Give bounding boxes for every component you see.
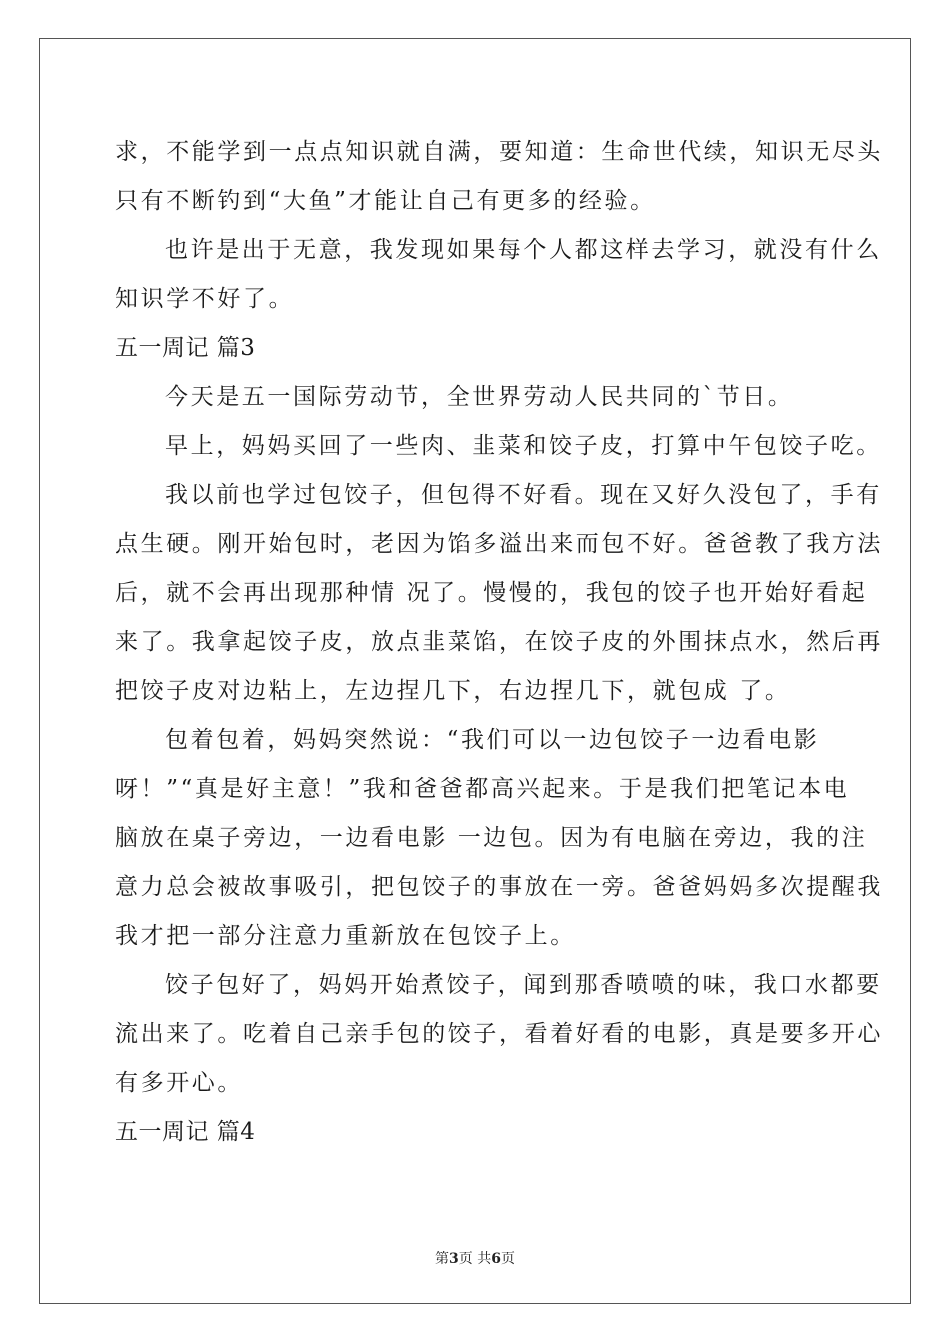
footer-prefix: 第	[435, 1251, 450, 1267]
section-heading: 五一周记 篇4	[115, 1119, 256, 1145]
body-line: 呀！”“真是好主意！”我和爸爸都高兴起来。于是我们把笔记本电	[115, 776, 850, 802]
paragraph-start: 饺子包好了，妈妈开始煮饺子，闻到那香喷喷的味，我口水都要	[165, 972, 882, 998]
body-line: 脑放在桌子旁边，一边看电影 一边包。因为有电脑在旁边，我的注	[115, 825, 868, 851]
current-page-number: 3	[449, 1251, 459, 1267]
section-heading: 五一周记 篇3	[115, 335, 256, 361]
paragraph-start: 也许是出于无意，我发现如果每个人都这样去学习，就没有什么	[165, 237, 882, 263]
total-pages-number: 6	[491, 1251, 501, 1267]
body-line: 把饺子皮对边粘上，左边捏几下，右边捏几下，就包成 了。	[115, 678, 791, 704]
body-line: 有多开心。	[115, 1070, 243, 1096]
body-line: 只有不断钓到“大鱼”才能让自己有更多的经验。	[115, 188, 656, 214]
footer-suffix: 页	[500, 1251, 515, 1267]
paragraph-start: 包着包着，妈妈突然说：“我们可以一边包饺子一边看电影	[165, 727, 820, 753]
footer-mid: 页 共	[458, 1251, 492, 1267]
body-line: 点生硬。刚开始包时，老因为馅多溢出来而包不好。爸爸教了我方法	[115, 531, 883, 557]
body-line: 求，不能学到一点点知识就自满，要知道：生命世代续，知识无尽头	[115, 139, 883, 165]
body-line: 来了。我拿起饺子皮，放点韭菜馅，在饺子皮的外围抹点水，然后再	[115, 629, 883, 655]
body-line: 知识学不好了。	[115, 286, 295, 312]
paragraph-start: 我以前也学过包饺子，但包得不好看。现在又好久没包了，手有	[165, 482, 882, 508]
document-body	[115, 128, 883, 1157]
body-line: 后，就不会再出现那种情 况了。慢慢的，我包的饺子也开始好看起	[115, 580, 868, 606]
body-line: 我才把一部分注意力重新放在包饺子上。	[115, 923, 576, 949]
paragraph-start: 今天是五一国际劳动节，全世界劳动人民共同的`节日。	[165, 384, 794, 410]
body-line: 意力总会被故事吸引，把包饺子的事放在一旁。爸爸妈妈多次提醒我	[115, 874, 883, 900]
paragraph-start: 早上，妈妈买回了一些肉、韭菜和饺子皮，打算中午包饺子吃。	[165, 433, 882, 459]
body-line: 流出来了。吃着自己亲手包的饺子，看着好看的电影，真是要多开心	[115, 1021, 883, 1047]
page-footer	[0, 1248, 950, 1268]
